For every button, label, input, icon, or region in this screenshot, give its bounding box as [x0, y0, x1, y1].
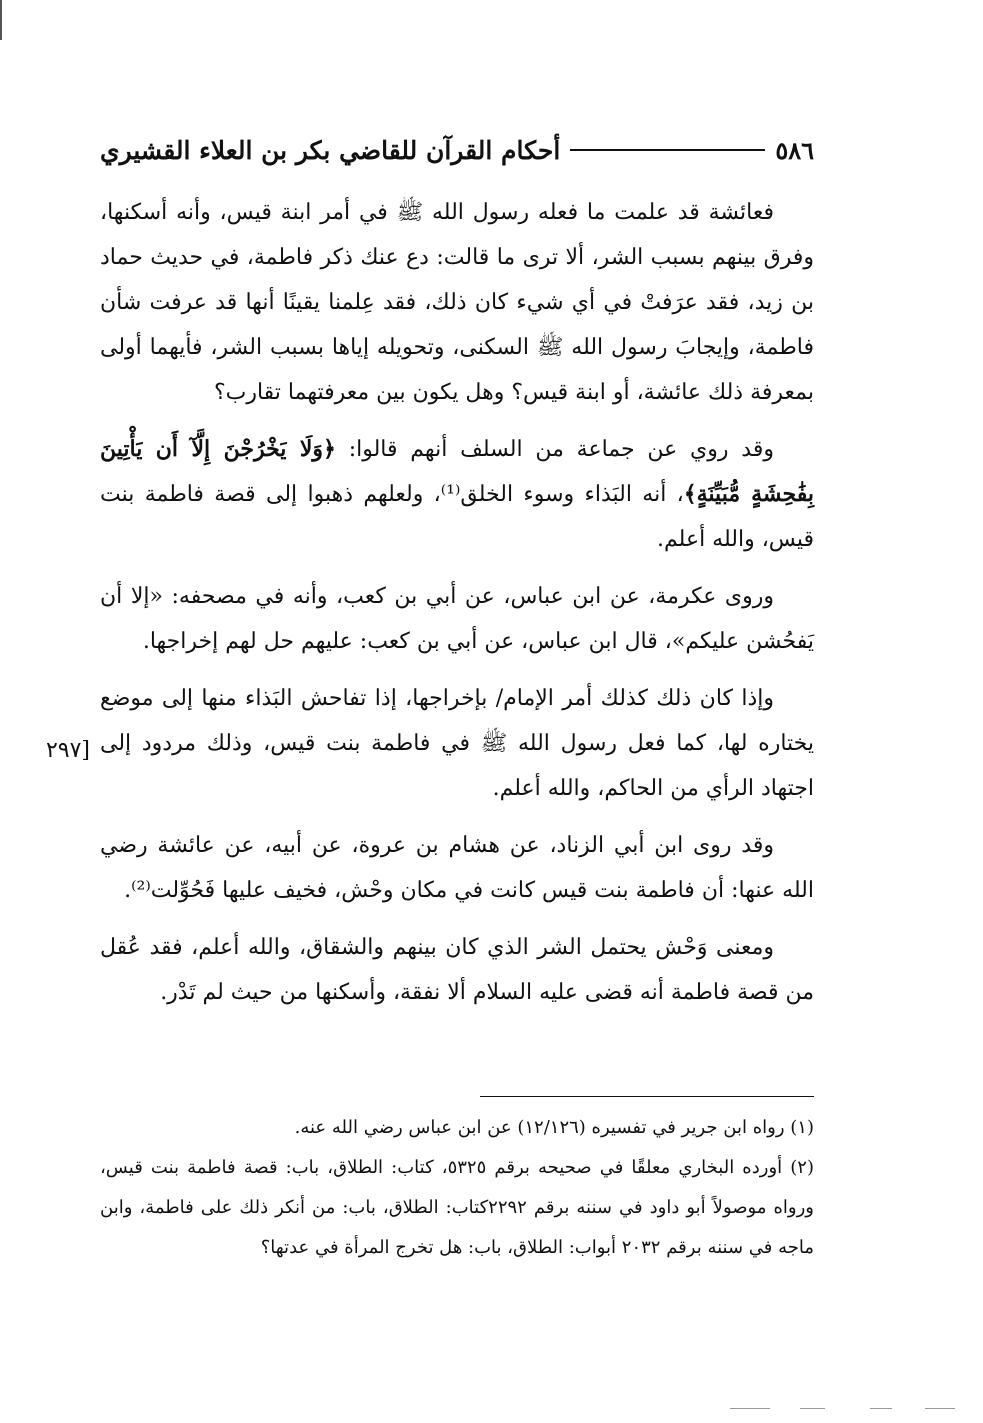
- book-title: أحكام القرآن للقاضي بكر بن العلاء القشيري: [100, 135, 561, 165]
- scan-artifact: [870, 1408, 892, 1409]
- paragraph: فعائشة قد علمت ما فعله رسول الله ﷺ في أمر ابنة قيس، وأنه أسكنها، وفرق بينهم بسبب الشر، ألا ترى ما قالت: دع عنك ذكر فاطمة، في حديث حماد بن زيد، فقد عرَفتْ في أي شيء كان ذلك، فقد عِلمنا يقينًا أنها قد عرفت شأن فاطمة، وإيجابَ رسول الله ﷺ السكنى، وتحويله إياها بسبب الشر، فأيهما أولى بمعرفة ذلك عائشة، أو ابنة قيس؟ وهل يكون بين معرفتهما تقارب؟: [100, 200, 814, 405]
- footnote: [100, 1108, 814, 1148]
- paragraph: وروى عكرمة، عن ابن عباس، عن أبي بن كعب، وأنه في مصحفه: «إلا أن يَفحُشن عليكم»، قال ابن عباس، عن أبي بن كعب: عليهم حل لهم إخراجها.: [100, 584, 814, 654]
- quran-verse: ﴿وَلَا يَخْرُجْنَ إِلَّآ أَن يَأْتِينَ بِفَٰحِشَةٍ مُّبَيِّنَةٍ﴾: [100, 436, 814, 507]
- footnote-text: رواه ابن جرير في تفسيره (١٢/١٢٦) عن ابن عباس رضي الله عنه.: [294, 1117, 785, 1138]
- footnote-mark: (٢): [790, 1157, 814, 1178]
- paragraph-text: ، أنه البَذاء وسوء الخلق⁽¹⁾، ولعلهم ذهبوا إلى قصة فاطمة بنت قيس، والله أعلم.: [100, 482, 814, 552]
- footnote-separator: [480, 1096, 814, 1097]
- paragraph: ومعنى وَحْش يحتمل الشر الذي كان بينهم والشقاق، والله أعلم، فقد عُقل من قصة فاطمة أنه قضى عليه السلام ألا نفقة، وأسكنها من حيث لم تَدْر.: [100, 935, 814, 1005]
- paragraph: [100, 427, 814, 562]
- scan-edge-mark: [0, 0, 2, 40]
- scan-artifact: [730, 1408, 770, 1409]
- running-header: [100, 128, 814, 172]
- header-rule: [570, 149, 765, 151]
- paragraph: وإذا كان ذلك كذلك أمر الإمام/ بإخراجها، إذا تفاحش البَذاء منها إلى موضع يختاره لها، كما فعل رسول الله ﷺ في فاطمة بنت قيس، وذلك مردود إلى اجتهاد الرأي من الحاكم، والله أعلم.: [100, 686, 814, 801]
- scan-artifact: [925, 1408, 955, 1409]
- paragraph-text: وقد روي عن جماعة من السلف أنهم قالوا:: [335, 437, 774, 462]
- footnote: [100, 1148, 814, 1268]
- page-number: ٥٨٦: [775, 135, 814, 165]
- footnotes: [100, 1108, 814, 1268]
- footnote-mark: (١): [790, 1117, 814, 1138]
- main-text: [100, 190, 814, 1027]
- paragraph: وقد روى ابن أبي الزناد، عن هشام بن عروة، عن أبيه، عن عائشة رضي الله عنها: أن فاطمة بنت قيس كانت في مكان وحْش، فخيف عليها فَحُوِّلت⁽²⁾.: [100, 833, 814, 903]
- manuscript-folio-marker: [٢٩٧: [45, 738, 90, 763]
- scan-artifact: [800, 1408, 825, 1409]
- footnote-text: أورده البخاري معلقًا في صحيحه برقم ٥٣٢٥، كتاب: الطلاق، باب: قصة فاطمة بنت قيس، ورواه موصولاً أبو داود في سننه برقم ٢٢٩٢كتاب: الطلاق، باب: من أنكر ذلك على فاطمة، وابن ماجه في سننه برقم ٢٠٣٢ أبواب: الطلاق، باب: هل تخرج المرأة في عدتها؟: [100, 1157, 814, 1258]
